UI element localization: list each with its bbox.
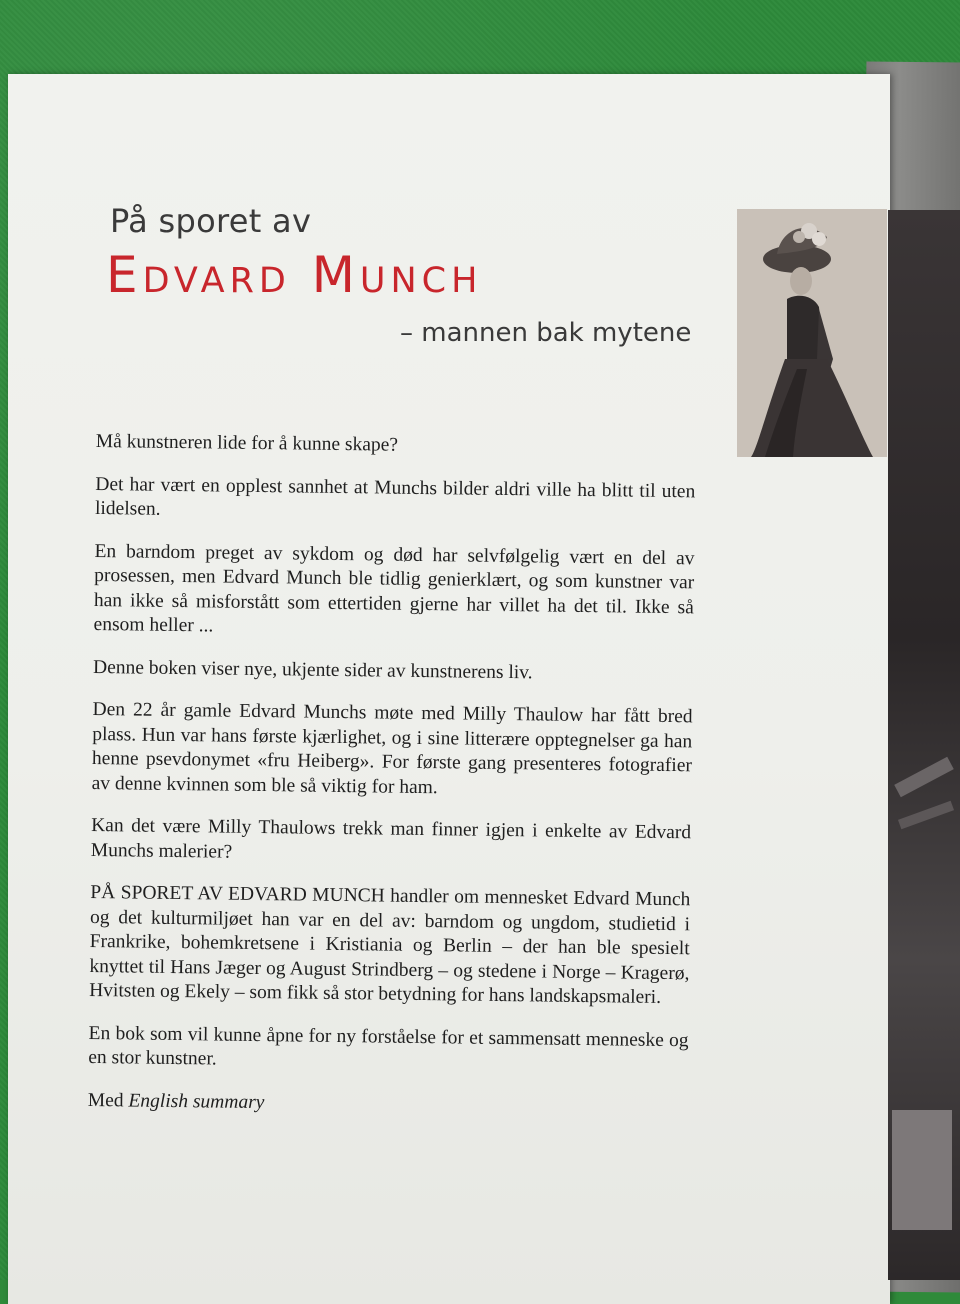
summary-prefix: Med <box>87 1089 124 1111</box>
blurb-paragraph: En bok som vil kunne åpne for ny forståelse for et sammensatt menneske og en stor kunstner. <box>88 1022 689 1070</box>
portrait-photo-woman-in-hat <box>737 209 887 457</box>
photo-detail <box>898 801 954 830</box>
blurb-paragraph: Den 22 år gamle Edvard Munchs møte med Milly Thaulow har fått bred plass. Hun var hans første kjærlighet, og i sine litterære opptegnelser ga han henne psevdonymet «fru Heiberg». For første gang presenteres fotografier av denne kvinnen som ble så viktig for ham. <box>91 698 693 798</box>
book-subtitle: – mannen bak mytene <box>400 318 692 348</box>
blurb-paragraph: Kan det være Milly Thaulows trekk man finner igjen i enkelte av Edvard Munchs malerier? <box>90 814 692 863</box>
book-pre-title: På sporet av <box>110 202 312 240</box>
blurb-paragraph: Må kunstneren lide for å kunne skape? <box>95 430 399 456</box>
cover-photo-strip <box>888 210 960 1280</box>
summary-note <box>88 1088 688 1120</box>
blurb-paragraph: Det har vært en opplest sannhet at Munchs bilder aldri ville ha blitt til uten lidelsen. <box>94 473 696 520</box>
blurb-paragraph: Denne boken viser nye, ukjente sider av kunstnerens liv. <box>92 656 533 683</box>
summary-italic: English summary <box>128 1089 265 1113</box>
blurb-paragraph: En barndom preget av sykdom og død har selvfølgelig vært en del av prosessen, men Edvard Munch ble tidlig genierklært, og som kunstner var han ikke så misforstått som ettertiden gjerne har villet ha det til. Ikke så ensom heller ... <box>93 540 695 637</box>
portrait-illustration <box>737 209 887 457</box>
blurb-paragraph: PÅ SPORET AV EDVARD MUNCH handler om mennesket Edvard Munch og det kulturmiljøet han var en del av: barndom og ungdom, studietid i Frankrike, bohemkretsene i Kristiania og Berlin – der han ble spesielt knyttet til Hans Jæger og August Strindberg – og stedene i Norge – Kragerø, Hvitsten og Ekely – som fikk så stor betydning for hans landskapsmaleri. <box>89 881 691 1008</box>
book-title: Edvard Munch <box>106 246 483 304</box>
photo-detail <box>894 757 954 798</box>
photo-detail <box>892 1110 952 1230</box>
blurb-text <box>87 430 696 1138</box>
